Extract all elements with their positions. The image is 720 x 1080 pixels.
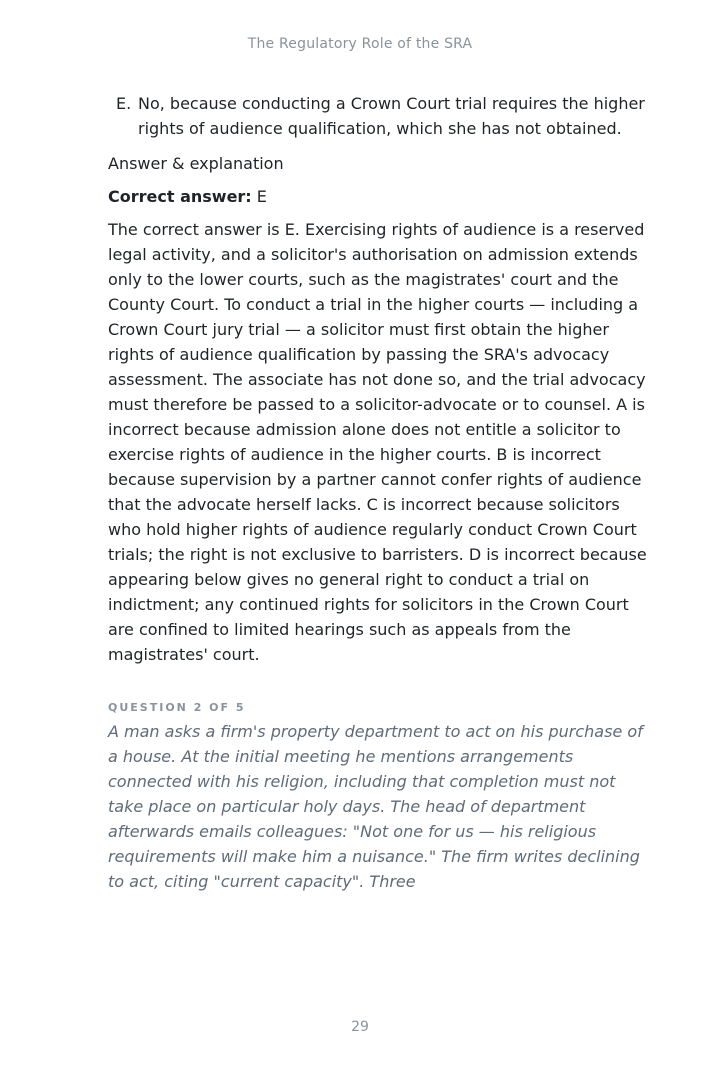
question-number-label: QUESTION 2 OF 5: [108, 701, 246, 714]
correct-answer-label: Correct answer:: [108, 187, 252, 206]
answer-explanation-text: The correct answer is E. Exercising rights of audience is a reserved legal activity, and a solicitor's authorisation on admission extends only to the lower courts, such as the magistrates' court and the County Court. To conduct a trial in the higher courts — including a Crown Court jury trial — a solicitor must first obtain the higher rights of audience qualification by passing the SRA's advocacy assessment. The associate has not done so, and the trial advocacy must therefore be passed to a solicitor-advocate or to counsel. A is incorrect because admission alone does not entitle a solicitor to exercise rights of audience in the higher courts. B is incorrect because supervision by a partner cannot confer rights of audience that the advocate herself lacks. C is incorrect because solicitors who hold higher rights of audience regularly conduct Crown Court trials; the right is not exclusive to barristers. D is incorrect because appearing below gives no general right to conduct a trial on indictment; any continued rights for solicitors in the Crown Court are confined to limited hearings such as appeals from the magistrates' court.: [108, 220, 647, 664]
page-content: [108, 91, 653, 894]
option-text: No, because conducting a Crown Court trial requires the higher rights of audience qualification, which she has not obtained.: [138, 94, 645, 138]
correct-answer-line: [108, 184, 653, 209]
option-letter: E.: [116, 94, 132, 113]
question-stem: A man asks a firm's property department to act on his purchase of a house. At the initial meeting he mentions arrangements connected with his religion, including that completion must not take place on particular holy days. The head of department afterwards emails colleagues: "Not one for us — his religious requirements will make him a nuisance." The firm writes declining to act, citing "current capacity". Three: [108, 722, 643, 891]
answer-explanation-heading: Answer & explanation: [108, 154, 284, 173]
running-header: The Regulatory Role of the SRA: [247, 36, 473, 52]
correct-answer-value: E: [256, 187, 267, 206]
page-number: 29: [351, 1019, 369, 1035]
answer-option-e: [116, 91, 653, 141]
